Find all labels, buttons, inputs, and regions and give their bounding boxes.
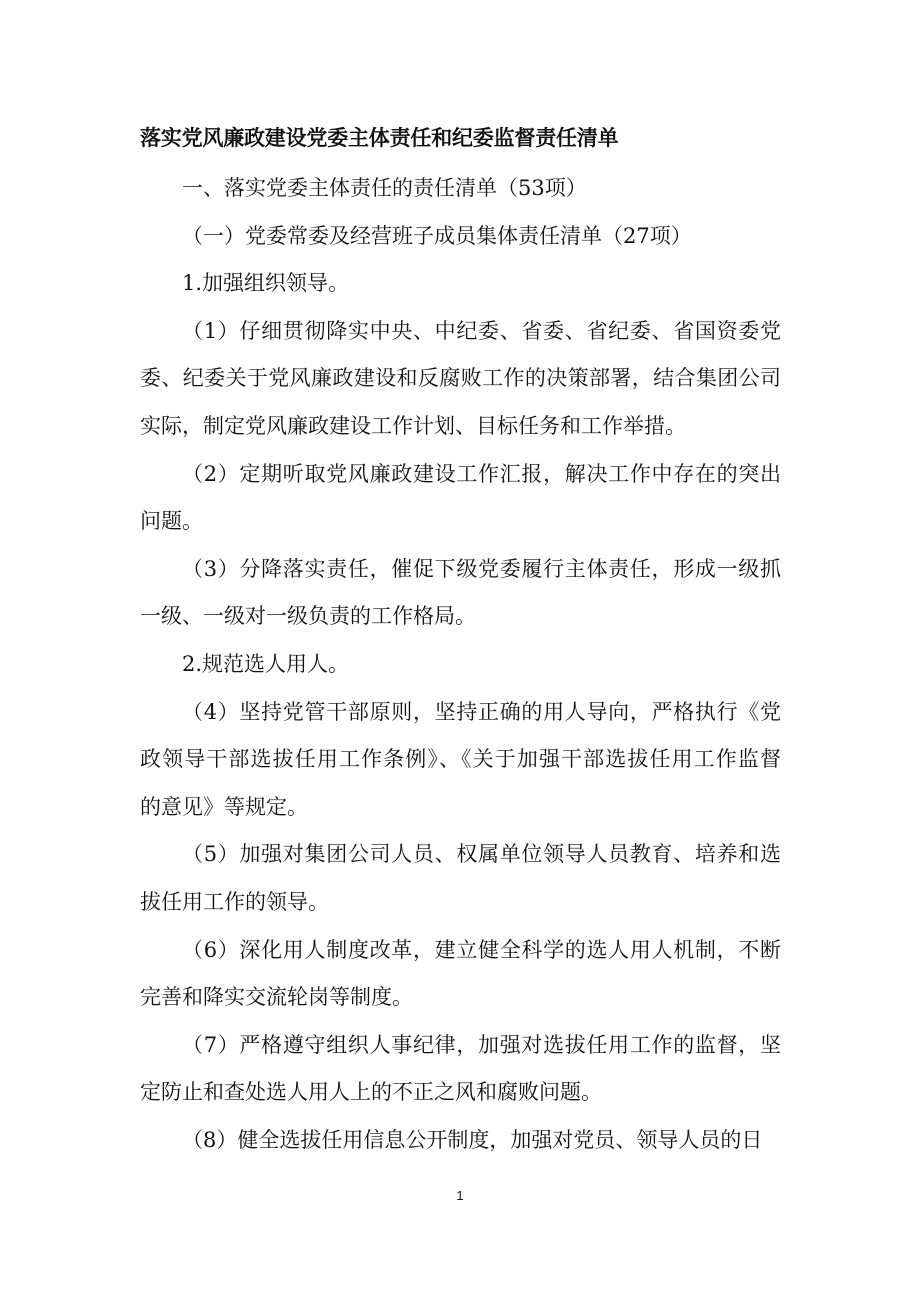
document-body <box>140 165 781 1164</box>
paragraph-line: （4）坚持党管干部原则，坚持正确的用人导向，严格执行《党 <box>182 699 781 724</box>
paragraph <box>140 213 781 261</box>
paragraph <box>140 1117 781 1165</box>
paragraph-line: 委、纪委关于党风廉政建设和反腐败工作的决策部署，结合集团公司 <box>140 366 781 391</box>
paragraph-line: （7）严格遵守组织人事纪律，加强对选拔任用工作的监督，坚 <box>182 1032 781 1057</box>
paragraph <box>140 260 781 308</box>
paragraph <box>140 1022 781 1117</box>
paragraph-line: 2.规范选人用人。 <box>182 651 350 676</box>
paragraph-line: （8）健全选拔任用信息公开制度，加强对党员、领导人员的日 <box>182 1127 763 1152</box>
paragraph-line: （1）仔细贯彻降实中央、中纪委、省委、省纪委、省国资委党 <box>182 318 781 343</box>
paragraph <box>140 308 781 451</box>
paragraph-line: 实际，制定党风廉政建设工作计划、目标任务和工作举措。 <box>140 413 686 438</box>
paragraph <box>140 831 781 926</box>
paragraph-line: 政领导干部选拔任用工作条例》、《关于加强干部选拔任用工作监督 <box>140 747 781 772</box>
paragraph-line: 定防止和查处选人用人上的不正之风和腐败问题。 <box>140 1080 602 1105</box>
paragraph-line: 拔任用工作的领导。 <box>140 889 329 914</box>
paragraph <box>140 927 781 1022</box>
paragraph-line: （5）加强对集团公司人员、权属单位领导人员教育、培养和选 <box>182 842 781 867</box>
paragraph-line: 的意见》等规定。 <box>140 794 308 819</box>
page-number: 1 <box>456 1188 464 1203</box>
document-page <box>140 118 781 1164</box>
paragraph <box>140 451 781 546</box>
paragraph-line: （2）定期听取党风廉政建设工作汇报，解决工作中存在的突出 <box>182 461 781 486</box>
paragraph-line: （一）党委常委及经营班子成员集体责任清单（27项） <box>182 223 692 248</box>
paragraph-line: 一、落实党委主体责任的责任清单（53项） <box>182 176 587 200</box>
paragraph <box>140 689 781 832</box>
paragraph <box>140 165 781 213</box>
paragraph-line: 一级、一级对一级负责的工作格局。 <box>140 604 476 629</box>
paragraph-line: 完善和降实交流轮岗等制度。 <box>140 985 413 1010</box>
paragraph-line: （6）深化用人制度改革，建立健全科学的选人用人机制，不断 <box>182 937 781 962</box>
paragraph <box>140 546 781 641</box>
document-title: 落实党风廉政建设党委主体责任和纪委监督责任清单 <box>140 125 619 150</box>
paragraph-line: 1.加强组织领导。 <box>182 271 350 296</box>
paragraph-line: 问题。 <box>140 509 203 534</box>
paragraph-line: （3）分降落实责任，催促下级党委履行主体责任，形成一级抓 <box>182 556 781 581</box>
paragraph <box>140 641 781 689</box>
